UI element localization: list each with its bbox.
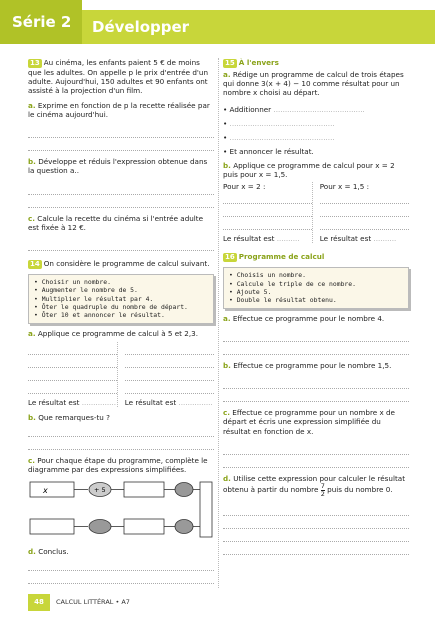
fraction: $\frac{7}{2}$ [320, 482, 325, 498]
exercise-15-number: 15 [225, 59, 235, 67]
exercise-15-qb: b. Applique ce programme de calcul pour x = 2 puis pour x = 1,5. [223, 160, 395, 179]
bullet-line[interactable]: • Additionner ........................................ [223, 104, 365, 114]
exercise-13-qb: b. Développe et réduis l'expression obtenue dans la question a.. [28, 157, 208, 176]
diagram-op-label: + 5 [94, 485, 106, 494]
program-step: • Choisis un nombre. [229, 271, 306, 280]
result-label: Le résultat est [28, 397, 80, 407]
answer-lines[interactable] [223, 503, 409, 555]
program-step: • Ôter 10 et annoncer le résultat. [34, 311, 165, 320]
right-column [223, 58, 409, 555]
exercise-16-qb: b. Effectue ce programme pour le nombre 1,5. [223, 360, 392, 370]
column-divider [218, 58, 219, 588]
two-column-answer: Pour x = 2 : Le résultat est .......... Pour x = 1,5 : Le résultat est .......... [223, 182, 409, 243]
result-label: Le résultat est [124, 397, 177, 407]
answer-lines[interactable] [223, 376, 409, 402]
program-step: • Ajoute 5. [229, 288, 272, 297]
exercise-14-qc: c. Pour chaque étape du programme, complète le diagramme par des expressions simplifiées. [28, 456, 208, 475]
footer-text: CALCUL LITTÉRAL • A7 [56, 598, 130, 606]
exercise-16-qc: c. Effectue ce programme pour un nombre x de départ et écris une expression simplifiée du résultat en fonction de x. [223, 408, 395, 436]
program-step: • Ôter le quadruple du nombre de départ. [34, 302, 188, 311]
announce-line: • Et annoncer le résultat. [223, 147, 314, 157]
exercise-16-number: 16 [225, 253, 235, 262]
exercise-14-intro: 14 On considère le programme de calcul suivant. [30, 258, 210, 268]
diagram-x-label: x [43, 485, 48, 495]
diagram-op-ellipse [175, 482, 193, 496]
exercise-14-qa: a. Applique ce programme de calcul à 5 et 2,3. [28, 328, 198, 338]
answer-lines[interactable] [223, 329, 409, 355]
exercise-13-number: 13 [30, 59, 40, 67]
exercise-16-qa: a. Effectue ce programme pour le nombre 4. [223, 313, 385, 323]
program-step: • Multiplier le résultat par 4. [34, 294, 154, 303]
bullet-line[interactable]: • .............................................. [223, 118, 335, 128]
answer-lines[interactable] [28, 238, 214, 251]
exercise-13-qc: c. Calcule la recette du cinéma si l'entrée adulte est fixée à 12 €. [28, 213, 204, 232]
exercise-14-number: 14 [30, 259, 40, 268]
diagram-start-box[interactable] [30, 482, 74, 497]
page-footer [0, 594, 435, 612]
page-number: 48 [28, 594, 50, 611]
diagram-op-ellipse [89, 519, 111, 533]
exercise-14-qb: b. Que remarques-tu ? [28, 413, 110, 423]
answer-lines[interactable] [223, 442, 409, 468]
flow-diagram [28, 479, 214, 541]
exercise-16-qd: d. Utilise cette expression pour calculer le résultat obtenu à partir du nombre $\frac{7}{2}$ puis du nombre 0. [223, 473, 406, 498]
bullet-line[interactable]: • .............................................. [223, 133, 335, 143]
exercise-15-title: 15 À l'envers [225, 58, 279, 67]
two-column-answer: Le résultat est ............... Le résultat est ............... [28, 342, 214, 407]
answer-lines[interactable] [28, 182, 214, 208]
page-header [0, 0, 435, 44]
result-label: Le résultat est [319, 234, 372, 244]
exercise-16-title: 16 Programme de calcul [225, 252, 325, 262]
exercise-13-intro: 13 Au cinéma, les enfants paient 5 € de moins que les adultes. On appelle p le prix d'entrée d'un adulte. Aujourd'hui, 150 adultes et 90 enfants ont assisté à la projection d'un film. [28, 58, 209, 96]
exercise-14-qd: d. Conclus. [28, 546, 69, 556]
program-step: • Calcule le triple de ce nombre. [229, 279, 356, 288]
serie-label: Série 2 [0, 0, 82, 44]
program-step: • Double le résultat obtenu. [229, 296, 337, 305]
program-step: • Augmenter le nombre de 5. [34, 286, 138, 295]
exercise-15-qa: a. Rédige un programme de calcul de trois étapes qui donne 3(x + 4) − 10 comme résultat pour un nombre x choisi au départ. [223, 70, 404, 98]
column-label: Pour x = 1,5 : [319, 181, 369, 191]
answer-lines[interactable] [28, 125, 214, 151]
answer-lines[interactable] [28, 424, 214, 450]
program-box-14 [28, 274, 214, 324]
diagram-box[interactable] [124, 519, 164, 534]
result-label: Le résultat est [223, 234, 275, 244]
diagram-op-ellipse [175, 519, 193, 533]
exercise-13-qa: a. Exprime en fonction de p la recette réalisée par le cinéma aujourd'hui. [28, 100, 210, 119]
left-column [28, 58, 214, 584]
diagram-final-box[interactable] [200, 482, 212, 537]
program-step: • Choisir un nombre. [34, 277, 111, 286]
column-label: Pour x = 2 : [223, 181, 266, 191]
answer-lines[interactable] [28, 558, 214, 584]
diagram-box[interactable] [30, 519, 74, 534]
program-box-16 [223, 267, 409, 308]
page-title: Développer [92, 18, 190, 36]
diagram-box[interactable] [124, 482, 164, 497]
